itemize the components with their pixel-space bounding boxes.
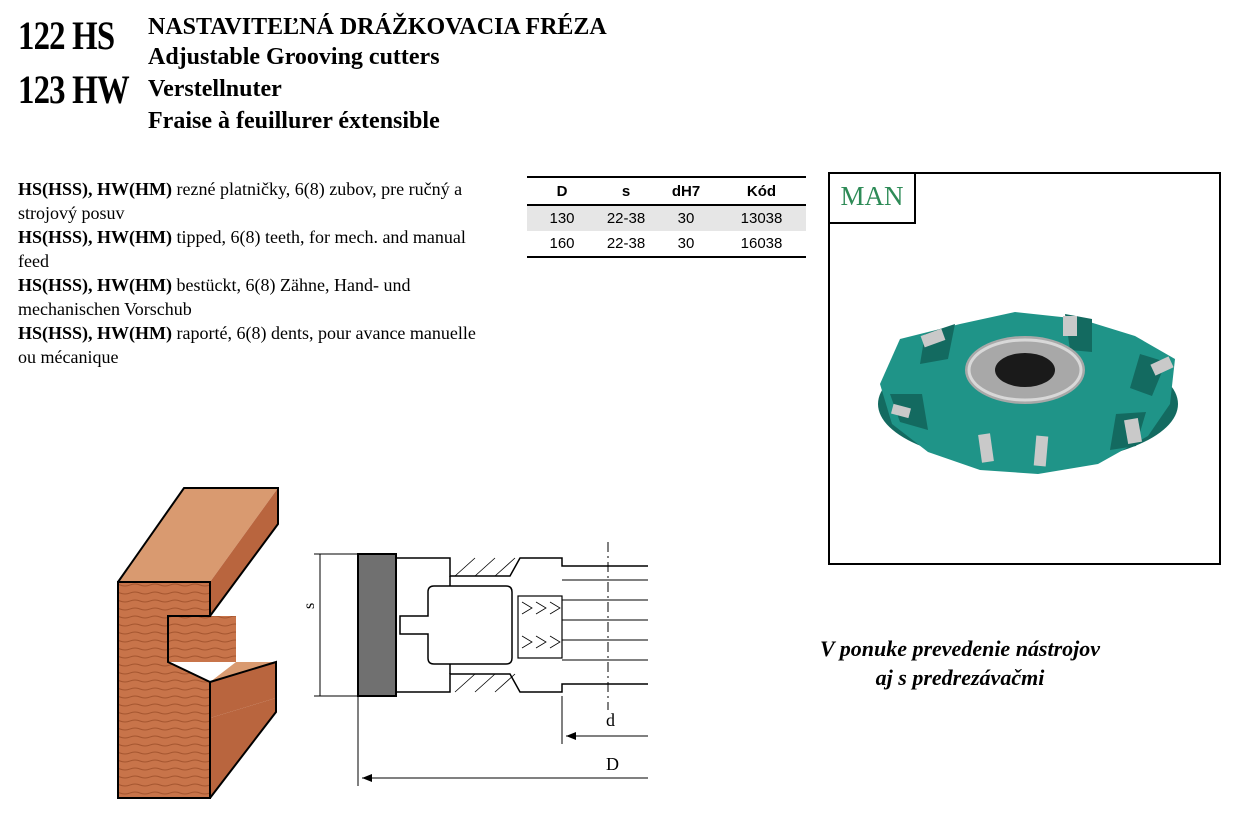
- dimension-label-s: s: [301, 602, 318, 609]
- description-bold: HS(HSS), HW(HM): [18, 323, 173, 343]
- man-label: MAN: [830, 174, 916, 224]
- table-cell: 22-38: [597, 231, 655, 257]
- offer-note-line-2: aj s predrezávačmi: [875, 665, 1045, 690]
- table-header-d: D: [527, 177, 597, 205]
- table-header-dh7: dH7: [655, 177, 717, 205]
- description-text: rezné platničky, 6(8) zubov, pre ručný a strojový posuv: [18, 179, 463, 223]
- wood-front-face: [118, 582, 210, 798]
- spec-table: [527, 176, 806, 258]
- offer-note: [770, 634, 1150, 692]
- product-code-hw: 123 HW: [18, 67, 129, 112]
- cutter-photo: [830, 174, 1219, 563]
- table-header-kod: Kód: [717, 177, 806, 205]
- description-french: [18, 321, 488, 369]
- title-slovak: NASTAVITEĽNÁ DRÁŽKOVACIA FRÉZA: [148, 14, 607, 40]
- cutter-insert: [358, 554, 396, 696]
- table-header-row: [527, 177, 806, 205]
- product-code-hs: 122 HS: [18, 13, 115, 58]
- description-bold: HS(HSS), HW(HM): [18, 179, 173, 199]
- table-row: [527, 231, 806, 257]
- table-row: [527, 205, 806, 231]
- offer-note-line-1: V ponuke prevedenie nástrojov: [819, 636, 1101, 661]
- dimension-label-d: d: [606, 710, 615, 730]
- description-bold: HS(HSS), HW(HM): [18, 227, 173, 247]
- dimension-label-D: D: [606, 754, 619, 774]
- description-text: tipped, 6(8) teeth, for mech. and manual feed: [18, 227, 466, 271]
- bore-lines: [562, 580, 648, 660]
- description-block: [18, 177, 488, 369]
- table-cell: 13038: [717, 205, 806, 231]
- title-french: Fraise à feuillurer éxtensible: [148, 108, 440, 134]
- title-block: [148, 12, 607, 137]
- dimension-arrow: [566, 732, 576, 740]
- cutter-hub: [400, 586, 512, 664]
- product-photo-frame: [828, 172, 1221, 565]
- wood-profile-drawing: [110, 486, 290, 806]
- title-english: Adjustable Grooving cutters: [148, 44, 440, 70]
- description-text: raporté, 6(8) dents, pour avance manuelle ou mécanique: [18, 323, 476, 367]
- wood-groove-back: [168, 616, 236, 662]
- table-cell: 130: [527, 205, 597, 231]
- description-german: [18, 273, 488, 321]
- technical-drawing: [300, 540, 660, 800]
- table-cell: 30: [655, 231, 717, 257]
- description-english: [18, 225, 488, 273]
- table-cell: 16038: [717, 231, 806, 257]
- cutter-knife: [1063, 316, 1077, 336]
- description-text: bestückt, 6(8) Zähne, Hand- und mechanischen Vorschub: [18, 275, 411, 319]
- title-german: Verstellnuter: [148, 76, 282, 102]
- table-cell: 30: [655, 205, 717, 231]
- description-bold: HS(HSS), HW(HM): [18, 275, 173, 295]
- cutter-bore: [995, 353, 1055, 387]
- table-cell: 22-38: [597, 205, 655, 231]
- description-slovak: [18, 177, 488, 225]
- table-header-s: s: [597, 177, 655, 205]
- dimension-arrow: [362, 774, 372, 782]
- table-cell: 160: [527, 231, 597, 257]
